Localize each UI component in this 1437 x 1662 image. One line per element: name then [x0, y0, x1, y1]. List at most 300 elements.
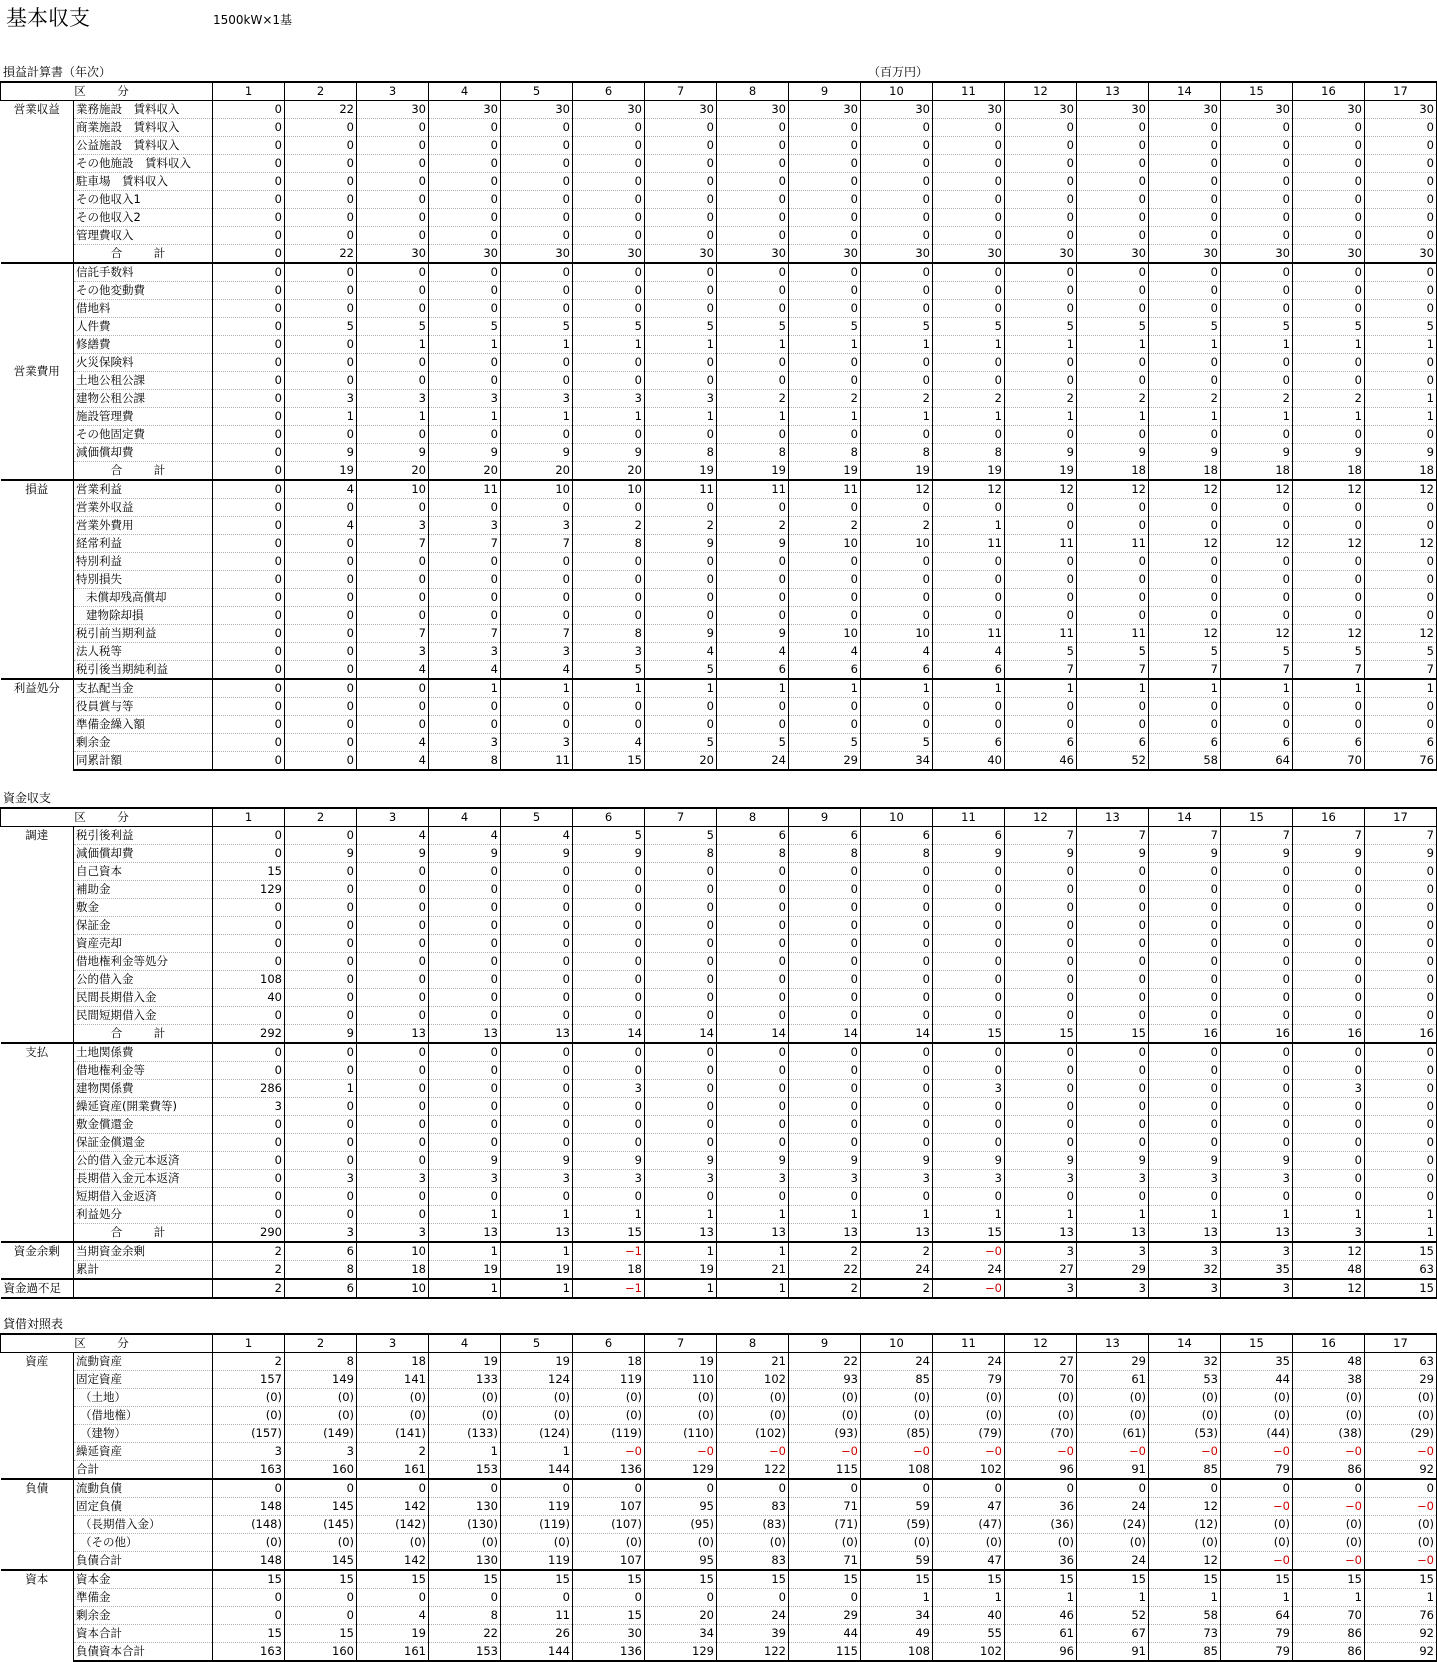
cf-value-cell: 0	[933, 953, 1005, 971]
pl-row-label: 役員賞与等	[74, 698, 213, 716]
pl-value-cell: 0	[213, 535, 285, 553]
cf-value-cell: 0	[357, 917, 429, 935]
cf-value-cell: 0	[501, 1043, 573, 1062]
pl-value-cell: 0	[213, 408, 285, 426]
pl-value-cell: 0	[285, 535, 357, 553]
pl-value-cell: 0	[213, 643, 285, 661]
pl-value-cell: 0	[573, 300, 645, 318]
pl-value-cell: 12	[1293, 480, 1365, 499]
bs-value-cell: (0)	[1293, 1407, 1365, 1425]
pl-value-cell: 0	[1149, 499, 1221, 517]
pl-value-cell: 0	[645, 191, 717, 209]
bs-value-cell: 1	[429, 1443, 501, 1461]
pl-value-cell: 0	[645, 354, 717, 372]
pl-value-cell: 0	[1221, 426, 1293, 444]
pl-year-header: 5	[501, 82, 573, 101]
pl-value-cell: 0	[1293, 282, 1365, 300]
cf-year-header: 1	[213, 808, 285, 827]
pl-table-row	[1, 535, 1437, 553]
cf-value-cell: 3	[1221, 1170, 1293, 1188]
cf-value-cell: 0	[1077, 935, 1149, 953]
bs-value-cell: (119)	[573, 1425, 645, 1443]
cf-year-header: 4	[429, 808, 501, 827]
cf-value-cell: 0	[933, 917, 1005, 935]
pl-value-cell: 4	[933, 643, 1005, 661]
pl-table-row	[1, 553, 1437, 571]
pl-table-row	[1, 245, 1437, 264]
pl-value-cell: 5	[1221, 643, 1293, 661]
bs-value-cell: (0)	[717, 1407, 789, 1425]
cf-value-cell: 0	[573, 953, 645, 971]
bs-value-cell: 36	[1005, 1552, 1077, 1571]
cf-year-header: 13	[1077, 808, 1149, 827]
cf-value-cell: 0	[1221, 1098, 1293, 1116]
cf-value-cell: 16	[1365, 1025, 1437, 1044]
pl-value-cell: 0	[285, 499, 357, 517]
cf-year-header: 15	[1221, 808, 1293, 827]
cf-value-cell: 0	[717, 1116, 789, 1134]
cf-value-cell: 7	[1149, 827, 1221, 845]
cf-year-header: 12	[1005, 808, 1077, 827]
bs-value-cell: −0	[933, 1443, 1005, 1461]
cf-value-cell: 0	[429, 1080, 501, 1098]
pl-year-header: 3	[357, 82, 429, 101]
cf-value-cell: 48	[1293, 1261, 1365, 1280]
bs-table-row	[1, 1516, 1437, 1534]
cf-value-cell: 0	[1365, 953, 1437, 971]
pl-value-cell: 0	[357, 155, 429, 173]
pl-value-cell: 3	[501, 734, 573, 752]
pl-value-cell: 0	[717, 282, 789, 300]
bs-value-cell: 24	[861, 1353, 933, 1371]
cf-value-cell: 0	[1005, 1080, 1077, 1098]
cf-value-cell: 24	[861, 1261, 933, 1280]
pl-value-cell: 7	[357, 625, 429, 643]
pl-value-cell: 0	[1365, 137, 1437, 155]
pl-value-cell: 12	[1149, 535, 1221, 553]
cf-value-cell: 13	[429, 1224, 501, 1243]
pl-value-cell: 0	[645, 209, 717, 227]
cf-value-cell: 0	[213, 845, 285, 863]
cf-value-cell: 0	[1005, 1134, 1077, 1152]
cf-value-cell: 6	[717, 827, 789, 845]
cf-value-cell: 1	[429, 1206, 501, 1224]
cf-row-label: 保証金	[74, 917, 213, 935]
cf-value-cell: 13	[1077, 1224, 1149, 1243]
pl-value-cell: 0	[1005, 300, 1077, 318]
pl-value-cell: 0	[645, 227, 717, 245]
bs-value-cell: 85	[1149, 1461, 1221, 1480]
pl-value-cell: 0	[213, 209, 285, 227]
pl-row-label: 準備金繰入額	[74, 716, 213, 734]
pl-value-cell: 0	[501, 571, 573, 589]
pl-value-cell: 0	[357, 137, 429, 155]
cf-value-cell: 9	[933, 845, 1005, 863]
pl-value-cell: 5	[1365, 318, 1437, 336]
pl-value-cell: 0	[1221, 191, 1293, 209]
bs-year-header: 1	[213, 1334, 285, 1353]
cf-row-label	[74, 1279, 213, 1298]
pl-value-cell: 0	[1077, 553, 1149, 571]
cf-value-cell: 0	[645, 917, 717, 935]
pl-value-cell: 0	[933, 155, 1005, 173]
pl-value-cell: 8	[429, 752, 501, 771]
bs-table-row	[1, 1479, 1437, 1498]
pl-value-cell: 18	[1221, 462, 1293, 481]
pl-value-cell: 0	[213, 716, 285, 734]
cf-value-cell: 0	[1005, 1188, 1077, 1206]
pl-value-cell: 0	[933, 300, 1005, 318]
bs-value-cell: 145	[285, 1552, 357, 1571]
pl-group-label: 利益処分	[1, 679, 74, 770]
cf-year-header: 8	[717, 808, 789, 827]
bs-value-cell: 0	[429, 1479, 501, 1498]
pl-value-cell: 30	[1005, 101, 1077, 119]
cf-value-cell: 0	[1365, 989, 1437, 1007]
pl-value-cell: 0	[789, 716, 861, 734]
bs-row-label: 資本金	[74, 1570, 213, 1589]
pl-table-row	[1, 354, 1437, 372]
pl-value-cell: 0	[1077, 191, 1149, 209]
pl-value-cell: 19	[789, 462, 861, 481]
pl-value-cell: 1	[1221, 679, 1293, 698]
pl-value-cell: 0	[501, 155, 573, 173]
pl-value-cell: 0	[1005, 282, 1077, 300]
pl-value-cell: 9	[501, 444, 573, 462]
cf-table-row	[1, 1152, 1437, 1170]
bs-value-cell: 32	[1149, 1353, 1221, 1371]
pl-value-cell: 0	[861, 426, 933, 444]
cf-value-cell: 0	[1077, 1043, 1149, 1062]
pl-year-header: 15	[1221, 82, 1293, 101]
pl-value-cell: 0	[1365, 300, 1437, 318]
bs-value-cell: 36	[1005, 1498, 1077, 1516]
cf-value-cell: 0	[1077, 1116, 1149, 1134]
cf-value-cell: 0	[285, 1188, 357, 1206]
cf-value-cell: 0	[1293, 1007, 1365, 1025]
cf-value-cell: 0	[717, 899, 789, 917]
pl-value-cell: 11	[501, 752, 573, 771]
cf-value-cell: 1	[1365, 1206, 1437, 1224]
cf-year-header: 11	[933, 808, 1005, 827]
cf-value-cell: 12	[1293, 1279, 1365, 1298]
pl-value-cell: 0	[1005, 155, 1077, 173]
pl-value-cell: 0	[1221, 263, 1293, 282]
cf-row-label: 借地権利金等	[74, 1062, 213, 1080]
cf-value-cell: 13	[501, 1224, 573, 1243]
cf-value-cell: 0	[789, 989, 861, 1007]
bs-value-cell: 38	[1293, 1371, 1365, 1389]
cf-value-cell: 14	[573, 1025, 645, 1044]
bs-value-cell: 0	[285, 1479, 357, 1498]
cf-value-cell: 0	[645, 1080, 717, 1098]
cf-value-cell: 12	[1293, 1242, 1365, 1261]
cf-value-cell: 0	[285, 899, 357, 917]
pl-value-cell: 12	[861, 480, 933, 499]
pl-value-cell: 3	[429, 734, 501, 752]
bs-value-cell: (0)	[573, 1389, 645, 1407]
pl-value-cell: 0	[1077, 571, 1149, 589]
cf-value-cell: 9	[789, 1152, 861, 1170]
pl-value-cell: 0	[789, 607, 861, 625]
pl-value-cell: 0	[789, 137, 861, 155]
bs-value-cell: −0	[861, 1443, 933, 1461]
cf-value-cell: 13	[501, 1025, 573, 1044]
bs-value-cell: (44)	[1221, 1425, 1293, 1443]
bs-value-cell: 19	[429, 1353, 501, 1371]
bs-value-cell: 0	[717, 1589, 789, 1607]
pl-value-cell: 0	[213, 480, 285, 499]
cf-value-cell: 15	[213, 863, 285, 881]
bs-value-cell: 153	[429, 1461, 501, 1480]
bs-value-cell: (0)	[1077, 1407, 1149, 1425]
cf-value-cell: 0	[933, 1116, 1005, 1134]
pl-value-cell: 30	[861, 101, 933, 119]
pl-value-cell: 0	[933, 119, 1005, 137]
pl-value-cell: 5	[717, 734, 789, 752]
pl-value-cell: 0	[501, 282, 573, 300]
pl-value-cell: 30	[501, 245, 573, 264]
pl-value-cell: 6	[1221, 734, 1293, 752]
pl-value-cell: 0	[213, 372, 285, 390]
bs-value-cell: 1	[1005, 1589, 1077, 1607]
bs-value-cell: 0	[1365, 1479, 1437, 1498]
cf-value-cell: 0	[1005, 953, 1077, 971]
bs-value-cell: 157	[213, 1371, 285, 1389]
cf-value-cell: 6	[861, 827, 933, 845]
bs-value-cell: 129	[645, 1643, 717, 1662]
cf-value-cell: 0	[1221, 1080, 1293, 1098]
pl-value-cell: 0	[1293, 372, 1365, 390]
cf-value-cell: 4	[429, 827, 501, 845]
pl-table-row	[1, 119, 1437, 137]
bs-value-cell: 86	[1293, 1643, 1365, 1662]
bs-table-row	[1, 1589, 1437, 1607]
bs-value-cell: (0)	[789, 1389, 861, 1407]
pl-value-cell: 12	[1149, 625, 1221, 643]
bs-value-cell: 0	[213, 1607, 285, 1625]
cf-value-cell: 13	[357, 1025, 429, 1044]
bs-value-cell: 15	[573, 1607, 645, 1625]
cf-value-cell: 0	[933, 881, 1005, 899]
cf-value-cell: 0	[501, 1098, 573, 1116]
cf-value-cell: 3	[933, 1170, 1005, 1188]
pl-value-cell: 0	[933, 589, 1005, 607]
pl-value-cell: 0	[1005, 263, 1077, 282]
cf-value-cell: 0	[1149, 1080, 1221, 1098]
pl-row-label: 人件費	[74, 318, 213, 336]
bs-group-label: 資産	[1, 1353, 74, 1480]
pl-value-cell: 12	[1293, 625, 1365, 643]
pl-value-cell: 0	[789, 191, 861, 209]
cf-value-cell: 0	[933, 863, 1005, 881]
pl-value-cell: 4	[357, 752, 429, 771]
pl-value-cell: 0	[1005, 517, 1077, 535]
pl-value-cell: 9	[1077, 444, 1149, 462]
pl-value-cell: 1	[933, 408, 1005, 426]
pl-value-cell: 12	[1221, 535, 1293, 553]
pl-value-cell: 0	[501, 209, 573, 227]
pl-value-cell: 1	[429, 336, 501, 354]
pl-value-cell: 0	[429, 263, 501, 282]
cf-row-label: 短期借入金返済	[74, 1188, 213, 1206]
pl-value-cell: 1	[861, 336, 933, 354]
bs-value-cell: 15	[789, 1570, 861, 1589]
cf-value-cell: 2	[213, 1279, 285, 1298]
cf-value-cell: 0	[285, 863, 357, 881]
cf-value-cell: 6	[285, 1279, 357, 1298]
cf-value-cell: 0	[357, 1007, 429, 1025]
pl-value-cell: 7	[429, 625, 501, 643]
pl-value-cell: 9	[1005, 444, 1077, 462]
bs-value-cell: (141)	[357, 1425, 429, 1443]
cf-row-label: 敷金償還金	[74, 1116, 213, 1134]
cf-value-cell: 0	[501, 1080, 573, 1098]
pl-value-cell: 0	[1149, 209, 1221, 227]
bs-value-cell: 46	[1005, 1607, 1077, 1625]
bs-value-cell: −0	[1077, 1443, 1149, 1461]
pl-value-cell: 0	[285, 263, 357, 282]
bs-value-cell: 2	[357, 1443, 429, 1461]
cf-value-cell: 0	[573, 881, 645, 899]
pl-value-cell: 0	[789, 553, 861, 571]
bs-value-cell: 136	[573, 1643, 645, 1662]
cf-value-cell: 0	[573, 1188, 645, 1206]
cf-value-cell: 0	[1077, 971, 1149, 989]
cf-table-row	[1, 1098, 1437, 1116]
pl-value-cell: 0	[213, 119, 285, 137]
cf-value-cell: 0	[213, 899, 285, 917]
cf-value-cell: 0	[1005, 881, 1077, 899]
pl-value-cell: 0	[285, 734, 357, 752]
pl-value-cell: 30	[1365, 101, 1437, 119]
pl-value-cell: 10	[789, 535, 861, 553]
cf-value-cell: 0	[285, 1134, 357, 1152]
pl-value-cell: 0	[213, 426, 285, 444]
pl-value-cell: 70	[1293, 752, 1365, 771]
cf-value-cell: 0	[429, 863, 501, 881]
pl-value-cell: 5	[1077, 643, 1149, 661]
pl-value-cell: 1	[429, 679, 501, 698]
pl-value-cell: 0	[1005, 137, 1077, 155]
pl-value-cell: 0	[429, 209, 501, 227]
pl-value-cell: 1	[645, 679, 717, 698]
bs-year-header: 3	[357, 1334, 429, 1353]
pl-value-cell: 0	[429, 137, 501, 155]
pl-value-cell: 0	[645, 426, 717, 444]
cf-value-cell: 0	[285, 827, 357, 845]
pl-value-cell: 0	[789, 173, 861, 191]
pl-value-cell: 0	[429, 119, 501, 137]
cf-value-cell: 13	[429, 1025, 501, 1044]
bs-value-cell: (0)	[1365, 1389, 1437, 1407]
pl-table-row	[1, 716, 1437, 734]
cf-value-cell: −1	[573, 1242, 645, 1261]
pl-value-cell: 8	[573, 535, 645, 553]
pl-row-label: 営業外費用	[74, 517, 213, 535]
pl-value-cell: 0	[213, 245, 285, 264]
pl-value-cell: 0	[1365, 155, 1437, 173]
bs-value-cell: 86	[1293, 1461, 1365, 1480]
pl-value-cell: 0	[861, 499, 933, 517]
cf-value-cell: 0	[429, 1188, 501, 1206]
pl-value-cell: 58	[1149, 752, 1221, 771]
cf-row-label: 保証金償還金	[74, 1134, 213, 1152]
bs-value-cell: 1	[501, 1443, 573, 1461]
pl-value-cell: 9	[645, 625, 717, 643]
pl-value-cell: 30	[501, 101, 573, 119]
pl-value-cell: 0	[789, 155, 861, 173]
pl-value-cell: 1	[573, 679, 645, 698]
bs-value-cell: 22	[789, 1353, 861, 1371]
bs-value-cell: 24	[933, 1353, 1005, 1371]
pl-value-cell: 1	[1149, 408, 1221, 426]
pl-value-cell: 0	[789, 282, 861, 300]
pl-value-cell: 5	[861, 734, 933, 752]
bs-value-cell: 4	[357, 1607, 429, 1625]
pl-value-cell: 0	[1077, 607, 1149, 625]
pl-value-cell: 0	[501, 372, 573, 390]
cf-table-row	[1, 1242, 1437, 1261]
pl-value-cell: 0	[213, 354, 285, 372]
pl-value-cell: 0	[861, 282, 933, 300]
cf-value-cell: 9	[1221, 845, 1293, 863]
cf-group-label: 調達	[1, 827, 74, 1044]
bs-value-cell: (29)	[1365, 1425, 1437, 1443]
cf-value-cell: 19	[501, 1261, 573, 1280]
bs-value-cell: 3	[213, 1443, 285, 1461]
pl-table-row	[1, 661, 1437, 680]
pl-value-cell: 1	[501, 408, 573, 426]
pl-value-cell: 30	[1005, 245, 1077, 264]
cf-value-cell: 27	[1005, 1261, 1077, 1280]
bs-value-cell: (85)	[861, 1425, 933, 1443]
pl-value-cell: 30	[789, 245, 861, 264]
pl-value-cell: 0	[861, 300, 933, 318]
cf-value-cell: 0	[1365, 881, 1437, 899]
pl-value-cell: 0	[1149, 263, 1221, 282]
pl-row-label: 支払配当金	[74, 679, 213, 698]
cf-value-cell: 0	[789, 1098, 861, 1116]
bs-value-cell: (0)	[285, 1534, 357, 1552]
bs-value-cell: 61	[1005, 1625, 1077, 1643]
pl-value-cell: 11	[1077, 625, 1149, 643]
pl-value-cell: 1	[645, 336, 717, 354]
pl-value-cell: 7	[1365, 661, 1437, 680]
bs-value-cell: 59	[861, 1552, 933, 1571]
bs-value-cell: 24	[717, 1607, 789, 1625]
cf-value-cell: 3	[789, 1170, 861, 1188]
cf-value-cell: 0	[645, 1116, 717, 1134]
bs-year-header: 17	[1365, 1334, 1437, 1353]
pl-value-cell: 4	[429, 661, 501, 680]
cf-value-cell: 9	[501, 1152, 573, 1170]
pl-value-cell: 0	[501, 499, 573, 517]
bs-value-cell: 0	[1149, 1479, 1221, 1498]
pl-value-cell: 7	[501, 535, 573, 553]
cf-value-cell: 0	[1293, 1170, 1365, 1188]
bs-value-cell: 83	[717, 1498, 789, 1516]
bs-value-cell: 24	[1077, 1552, 1149, 1571]
bs-value-cell: −0	[1221, 1552, 1293, 1571]
pl-value-cell: 0	[285, 553, 357, 571]
pl-value-cell: 0	[1077, 282, 1149, 300]
pl-value-cell: 0	[1365, 209, 1437, 227]
bs-value-cell: 0	[645, 1589, 717, 1607]
pl-row-label: 税引後当期純利益	[74, 661, 213, 680]
bs-year-header: 10	[861, 1334, 933, 1353]
pl-value-cell: 7	[1149, 661, 1221, 680]
